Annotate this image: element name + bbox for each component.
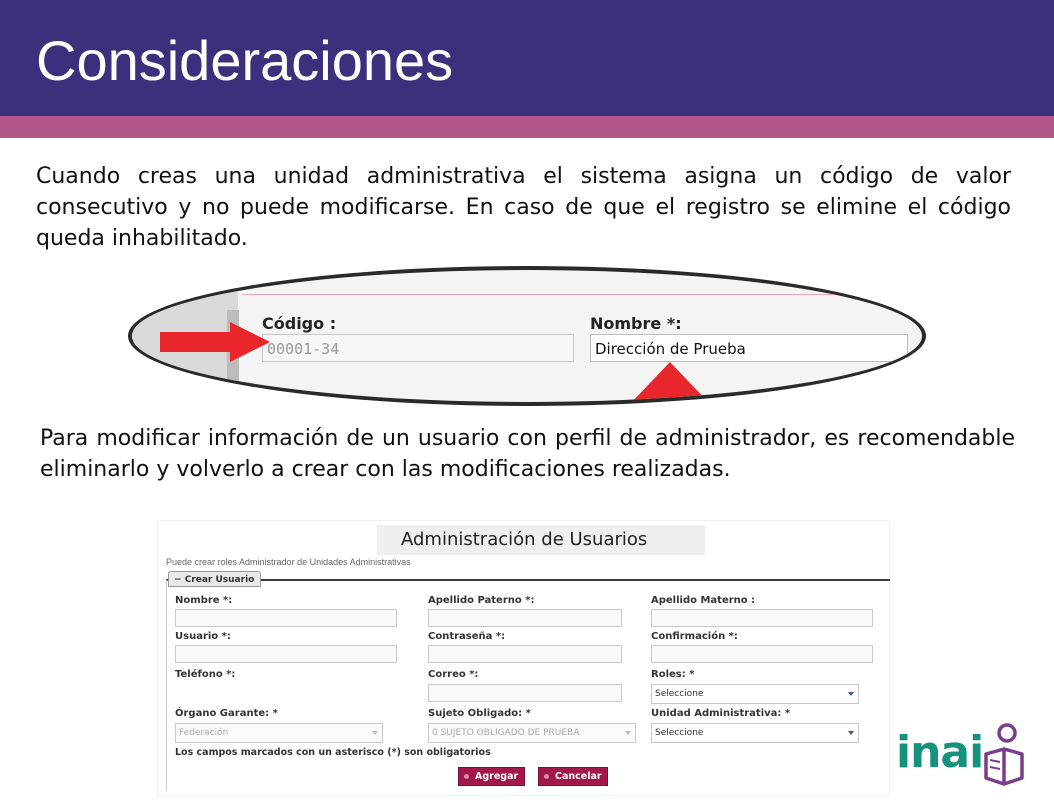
sujeto-obligado-select[interactable] [428, 723, 636, 743]
apellido-paterno-label: Apellido Paterno *: [428, 595, 535, 606]
cancelar-button[interactable] [538, 767, 608, 786]
roles-label: Roles: * [651, 669, 695, 680]
form-title: Administración de Usuarios [401, 529, 648, 550]
nombre-label: Nombre *: [175, 595, 233, 606]
slide-title: Consideraciones [36, 29, 454, 92]
telefono-label: Teléfono *: [175, 669, 236, 680]
correo-label: Correo *: [428, 669, 479, 680]
contrasena-label: Contraseña *: [428, 631, 506, 642]
sujeto-obligado-label: Sujeto Obligado: * [428, 708, 531, 719]
red-arrow-up-icon [630, 362, 710, 406]
red-arrow-right-icon [160, 322, 270, 362]
organo-garante-select-value: Federación [179, 728, 229, 738]
apellido-materno-label: Apellido Materno : [651, 595, 756, 606]
bullet-icon [544, 774, 549, 779]
contrasena-input[interactable] [428, 645, 622, 663]
organo-garante-label: Órgano Garante: * [175, 708, 278, 719]
sujeto-obligado-select-value: 0 SUJETO OBLIGADO DE PRUEBA [432, 728, 580, 738]
zoom-callout [128, 266, 926, 406]
zoom-divider [242, 294, 926, 295]
required-fields-note: Los campos marcados con un asterisco (*) son obligatorios [175, 747, 491, 758]
logo-text: inai [896, 727, 984, 778]
unidad-administrativa-select-value: Seleccione [655, 728, 704, 738]
code-label: Código : [262, 314, 337, 333]
confirmacion-label: Confirmación *: [651, 631, 738, 642]
code-field: 00001-34 [262, 334, 574, 362]
agregar-label: Agregar [475, 771, 519, 782]
usuario-label: Usuario *: [175, 631, 231, 642]
user-admin-form [157, 520, 890, 796]
inai-logo [896, 722, 1026, 792]
roles-select-value: Seleccione [655, 689, 704, 699]
usuario-input[interactable] [175, 645, 397, 663]
bullet-icon [464, 774, 469, 779]
confirmacion-input[interactable] [651, 645, 873, 663]
name-field[interactable]: Dirección de Prueba [590, 334, 908, 362]
agregar-button[interactable] [458, 767, 525, 786]
chevron-down-icon [625, 731, 631, 735]
roles-select[interactable] [651, 684, 859, 704]
slide-header [0, 0, 1054, 116]
paragraph-code-note: Cuando creas una unidad administrativa el sistema asigna un código de valor consecutivo y no puede modificarse. En caso de que el registro se elimine el código queda inhabilitado. [36, 164, 1011, 251]
minus-icon: − [174, 575, 185, 585]
create-user-toggle[interactable] [168, 571, 261, 587]
inai-book-figure-icon [980, 722, 1026, 788]
organo-garante-select[interactable] [175, 723, 383, 743]
form-hint: Puede crear roles Administrador de Unidades Administrativas [166, 557, 411, 567]
cancelar-label: Cancelar [555, 771, 602, 782]
apellido-paterno-input[interactable] [428, 609, 622, 627]
name-label: Nombre *: [590, 314, 682, 333]
unidad-administrativa-select[interactable] [651, 723, 859, 743]
accent-bar [0, 116, 1054, 138]
nombre-input[interactable] [175, 609, 397, 627]
chevron-down-icon [848, 731, 854, 735]
section-label: Crear Usuario [184, 575, 255, 585]
chevron-down-icon [848, 692, 854, 696]
apellido-materno-input[interactable] [651, 609, 873, 627]
correo-input[interactable] [428, 684, 622, 702]
paragraph-admin-note: Para modificar información de un usuario con perfil de administrador, es recomendable eliminarlo y volverlo a crear con las modificaciones realizadas. [40, 426, 1015, 482]
chevron-down-icon [372, 731, 378, 735]
unidad-administrativa-label: Unidad Administrativa: * [651, 708, 791, 719]
